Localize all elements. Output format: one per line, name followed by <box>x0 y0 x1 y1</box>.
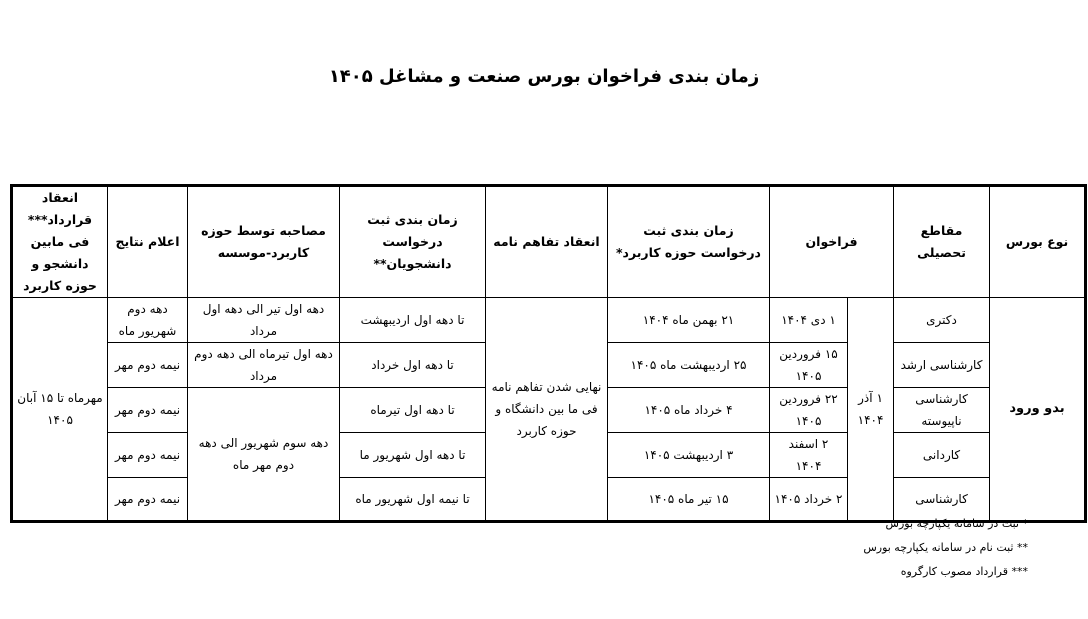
header-call: فراخوان <box>770 186 894 298</box>
level-cell: کارشناسی <box>894 478 990 522</box>
results-cell: دهه دوم شهریور ماه <box>108 298 188 343</box>
reg-company-cell: ۳ اردیبهشت ۱۴۰۵ <box>608 433 770 478</box>
footnote: ** ثبت نام در سامانه یکپارچه بورس <box>863 541 1028 554</box>
type-cell: بدو ورود <box>990 298 1086 522</box>
reg-company-cell: ۲۵ اردیبهشت ماه ۱۴۰۵ <box>608 343 770 388</box>
reg-student-cell: تا دهه اول تیرماه <box>340 388 486 433</box>
contract-cell: مهرماه تا ۱۵ آبان ۱۴۰۵ <box>12 298 108 522</box>
interview-shared-cell: دهه سوم شهریور الی دهه دوم مهر ماه <box>188 388 340 522</box>
mou-cell: نهایی شدن تفاهم نامه فی ما بین دانشگاه و حوزه کاربرد <box>486 298 608 522</box>
call-cell: ۲۲ فروردین ۱۴۰۵ <box>770 388 848 433</box>
call-cell: ۱ دی ۱۴۰۴ <box>770 298 848 343</box>
level-cell: کارشناسی ارشد <box>894 343 990 388</box>
interview-cell: دهه اول تیر الی دهه اول مرداد <box>188 298 340 343</box>
header-mou: انعقاد تفاهم نامه <box>486 186 608 298</box>
call-cell: ۲ خرداد ۱۴۰۵ <box>770 478 848 522</box>
reg-company-cell: ۴ خرداد ماه ۱۴۰۵ <box>608 388 770 433</box>
call-common-cell: ۱ آذر ۱۴۰۴ <box>848 298 894 522</box>
call-cell: ۲ اسفند ۱۴۰۴ <box>770 433 848 478</box>
reg-student-cell: تا دهه اول اردیبهشت <box>340 298 486 343</box>
reg-student-cell: تا دهه اول خرداد <box>340 343 486 388</box>
header-type: نوع بورس <box>990 186 1086 298</box>
results-cell: نیمه دوم مهر <box>108 433 188 478</box>
reg-company-cell: ۱۵ تیر ماه ۱۴۰۵ <box>608 478 770 522</box>
header-results: اعلام نتایج <box>108 186 188 298</box>
interview-cell: دهه اول تیرماه الی دهه دوم مرداد <box>188 343 340 388</box>
header-interview: مصاحبه توسط حوزه کاربرد-موسسه <box>188 186 340 298</box>
footnote: *** قرارداد مصوب کارگروه <box>900 565 1028 578</box>
header-row <box>12 186 1086 298</box>
reg-student-cell: تا نیمه اول شهریور ماه <box>340 478 486 522</box>
footnote: * ثبت در سامانه یکپارچه بورس <box>885 517 1028 530</box>
header-level: مقاطع تحصیلی <box>894 186 990 298</box>
header-reg-student: زمان بندی ثبت درخواست دانشجویان** <box>340 186 486 298</box>
reg-company-cell: ۲۱ بهمن ماه ۱۴۰۴ <box>608 298 770 343</box>
header-contract: انعقاد قرارداد*** فی مابین دانشجو و حوزه کاربرد <box>12 186 108 298</box>
level-cell: کارشناسی ناپیوسته <box>894 388 990 433</box>
level-cell: دکتری <box>894 298 990 343</box>
footnotes <box>863 512 1028 584</box>
reg-student-cell: تا دهه اول شهریور ما <box>340 433 486 478</box>
page-title: زمان بندی فراخوان بورس صنعت و مشاغل ۱۴۰۵ <box>328 66 760 87</box>
results-cell: نیمه دوم مهر <box>108 478 188 522</box>
results-cell: نیمه دوم مهر <box>108 388 188 433</box>
results-cell: نیمه دوم مهر <box>108 343 188 388</box>
schedule-table <box>10 184 1087 523</box>
header-reg-company: زمان بندی ثبت درخواست حوزه کاربرد* <box>608 186 770 298</box>
level-cell: کاردانی <box>894 433 990 478</box>
table-row <box>12 298 1086 343</box>
call-cell: ۱۵ فروردین ۱۴۰۵ <box>770 343 848 388</box>
